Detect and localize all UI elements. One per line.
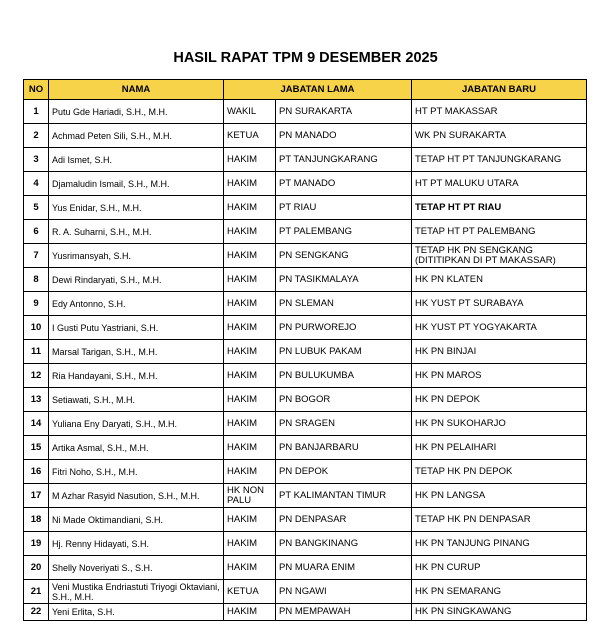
row-no: 4: [24, 172, 49, 196]
row-jabatan-baru: HK YUST PT SURABAYA: [412, 292, 587, 316]
row-jabatan-baru: TETAP HK PN DEPOK: [412, 460, 587, 484]
row-nama: Hj. Renny Hidayati, S.H.: [49, 532, 224, 556]
row-nama: Shelly Noveriyati S., S.H.: [49, 556, 224, 580]
row-lokasi: PN SRAGEN: [276, 412, 412, 436]
row-jabatan-baru: HK PN SINGKAWANG: [412, 604, 587, 621]
row-nama: Artika Asmal, S.H., M.H.: [49, 436, 224, 460]
table-row: [24, 436, 587, 460]
row-jabatan-baru: TETAP HK PN DENPASAR: [412, 508, 587, 532]
table-row: [24, 532, 587, 556]
row-lokasi: PT MANADO: [276, 172, 412, 196]
row-nama: Yus Enidar, S.H., M.H.: [49, 196, 224, 220]
header-no: NO: [24, 80, 49, 100]
row-jabatan: HAKIM: [224, 412, 276, 436]
row-jabatan: HK NON PALU: [224, 484, 276, 508]
table-row: [24, 100, 587, 124]
row-jabatan-baru: WK PN SURAKARTA: [412, 124, 587, 148]
row-lokasi: PT TANJUNGKARANG: [276, 148, 412, 172]
row-nama: Yuliana Eny Daryati, S.H., M.H.: [49, 412, 224, 436]
row-jabatan: HAKIM: [224, 196, 276, 220]
table-body: [24, 100, 587, 621]
row-jabatan: HAKIM: [224, 340, 276, 364]
row-jabatan: HAKIM: [224, 508, 276, 532]
table-row: [24, 292, 587, 316]
row-jabatan-baru: HK PN SUKOHARJO: [412, 412, 587, 436]
row-lokasi: PN PURWOREJO: [276, 316, 412, 340]
row-jabatan: HAKIM: [224, 436, 276, 460]
row-nama: Djamaludin Ismail, S.H., M.H.: [49, 172, 224, 196]
row-no: 10: [24, 316, 49, 340]
row-jabatan-baru: HK PN MAROS: [412, 364, 587, 388]
table-row: [24, 220, 587, 244]
row-lokasi: PN MANADO: [276, 124, 412, 148]
row-jabatan-baru: HT PT MALUKU UTARA: [412, 172, 587, 196]
row-no: 1: [24, 100, 49, 124]
table-row: [24, 484, 587, 508]
row-lokasi: PN DENPASAR: [276, 508, 412, 532]
results-table: [23, 79, 587, 621]
row-jabatan-baru: HK PN TANJUNG PINANG: [412, 532, 587, 556]
row-no: 6: [24, 220, 49, 244]
row-nama: Setiawati, S.H., M.H.: [49, 388, 224, 412]
row-nama: I Gusti Putu Yastriani, S.H.: [49, 316, 224, 340]
row-nama: Marsal Tarigan, S.H., M.H.: [49, 340, 224, 364]
row-nama: R. A. Suharni, S.H., M.H.: [49, 220, 224, 244]
row-jabatan: HAKIM: [224, 148, 276, 172]
row-jabatan: HAKIM: [224, 460, 276, 484]
row-lokasi: PN MEMPAWAH: [276, 604, 412, 621]
row-jabatan: HAKIM: [224, 220, 276, 244]
table-row: [24, 268, 587, 292]
table-row: [24, 196, 587, 220]
table-row: [24, 604, 587, 621]
row-no: 2: [24, 124, 49, 148]
row-jabatan-baru: HK PN SEMARANG: [412, 580, 587, 604]
table-row: [24, 172, 587, 196]
row-no: 11: [24, 340, 49, 364]
table-row: [24, 148, 587, 172]
row-jabatan-baru: TETAP HT PT RIAU: [412, 196, 587, 220]
row-no: 19: [24, 532, 49, 556]
row-lokasi: PN SENGKANG: [276, 244, 412, 268]
row-lokasi: PN TASIKMALAYA: [276, 268, 412, 292]
table-row: [24, 508, 587, 532]
row-lokasi: PN BOGOR: [276, 388, 412, 412]
row-jabatan-baru: HK PN PELAIHARI: [412, 436, 587, 460]
row-lokasi: PT KALIMANTAN TIMUR: [276, 484, 412, 508]
document-title: HASIL RAPAT TPM 9 DESEMBER 2025: [173, 50, 438, 66]
row-nama: Veni Mustika Endriastuti Triyogi Oktaviani, S.H., M.H.: [49, 580, 224, 604]
row-nama: Putu Gde Hariadi, S.H., M.H.: [49, 100, 224, 124]
row-no: 3: [24, 148, 49, 172]
row-no: 18: [24, 508, 49, 532]
table-row: [24, 412, 587, 436]
row-lokasi: PN SLEMAN: [276, 292, 412, 316]
row-jabatan: KETUA: [224, 580, 276, 604]
row-jabatan: WAKIL: [224, 100, 276, 124]
row-jabatan-baru: HK YUST PT YOGYAKARTA: [412, 316, 587, 340]
table-row: [24, 124, 587, 148]
row-lokasi: PN BULUKUMBA: [276, 364, 412, 388]
row-nama: Yeni Erlita, S.H.: [49, 604, 224, 621]
row-no: 13: [24, 388, 49, 412]
table-row: [24, 244, 587, 268]
row-jabatan: HAKIM: [224, 388, 276, 412]
table-header-row: [24, 80, 587, 100]
row-lokasi: PN DEPOK: [276, 460, 412, 484]
row-nama: Edy Antonno, S.H.: [49, 292, 224, 316]
row-lokasi: PN SURAKARTA: [276, 100, 412, 124]
row-no: 22: [24, 604, 49, 621]
row-no: 12: [24, 364, 49, 388]
row-jabatan: KETUA: [224, 124, 276, 148]
row-lokasi: PT PALEMBANG: [276, 220, 412, 244]
row-jabatan-baru: TETAP HT PT PALEMBANG: [412, 220, 587, 244]
row-nama: Ni Made Oktimandiani, S.H.: [49, 508, 224, 532]
row-lokasi: PN BANGKINANG: [276, 532, 412, 556]
table-row: [24, 460, 587, 484]
row-nama: M Azhar Rasyid Nasution, S.H., M.H.: [49, 484, 224, 508]
row-jabatan-baru: TETAP HT PT TANJUNGKARANG: [412, 148, 587, 172]
row-nama: Ria Handayani, S.H., M.H.: [49, 364, 224, 388]
table-row: [24, 556, 587, 580]
row-no: 21: [24, 580, 49, 604]
table-row: [24, 364, 587, 388]
row-no: 14: [24, 412, 49, 436]
row-jabatan: HAKIM: [224, 316, 276, 340]
row-no: 15: [24, 436, 49, 460]
row-jabatan-baru: HK PN KLATEN: [412, 268, 587, 292]
row-lokasi: PN BANJARBARU: [276, 436, 412, 460]
row-no: 8: [24, 268, 49, 292]
header-nama: NAMA: [49, 80, 224, 100]
row-lokasi: PN LUBUK PAKAM: [276, 340, 412, 364]
row-jabatan: HAKIM: [224, 604, 276, 621]
row-jabatan: HAKIM: [224, 364, 276, 388]
row-no: 17: [24, 484, 49, 508]
row-jabatan: HAKIM: [224, 172, 276, 196]
table-row: [24, 580, 587, 604]
row-jabatan-baru: HK PN CURUP: [412, 556, 587, 580]
row-jabatan: HAKIM: [224, 532, 276, 556]
table-row: [24, 388, 587, 412]
header-jabatan-lama: JABATAN LAMA: [224, 80, 412, 100]
row-lokasi: PN NGAWI: [276, 580, 412, 604]
row-jabatan-baru: HT PT MAKASSAR: [412, 100, 587, 124]
row-jabatan-baru: HK PN BINJAI: [412, 340, 587, 364]
row-jabatan: HAKIM: [224, 268, 276, 292]
row-no: 16: [24, 460, 49, 484]
row-jabatan: HAKIM: [224, 556, 276, 580]
row-jabatan-baru: HK PN LANGSA: [412, 484, 587, 508]
table-row: [24, 340, 587, 364]
row-jabatan-baru: HK PN DEPOK: [412, 388, 587, 412]
row-jabatan-baru: TETAP HK PN SENGKANG (DITITIPKAN DI PT MAKASSAR): [412, 244, 587, 268]
row-no: 7: [24, 244, 49, 268]
row-no: 5: [24, 196, 49, 220]
row-lokasi: PT RIAU: [276, 196, 412, 220]
row-nama: Yusrimansyah, S.H.: [49, 244, 224, 268]
row-lokasi: PN MUARA ENIM: [276, 556, 412, 580]
row-no: 9: [24, 292, 49, 316]
row-nama: Adi Ismet, S.H.: [49, 148, 224, 172]
row-nama: Fitri Noho, S.H., M.H.: [49, 460, 224, 484]
row-jabatan: HAKIM: [224, 292, 276, 316]
row-nama: Achmad Peten Sili, S.H., M.H.: [49, 124, 224, 148]
row-nama: Dewi Rindaryati, S.H., M.H.: [49, 268, 224, 292]
row-no: 20: [24, 556, 49, 580]
table-row: [24, 316, 587, 340]
header-jabatan-baru: JABATAN BARU: [412, 80, 587, 100]
row-jabatan: HAKIM: [224, 244, 276, 268]
